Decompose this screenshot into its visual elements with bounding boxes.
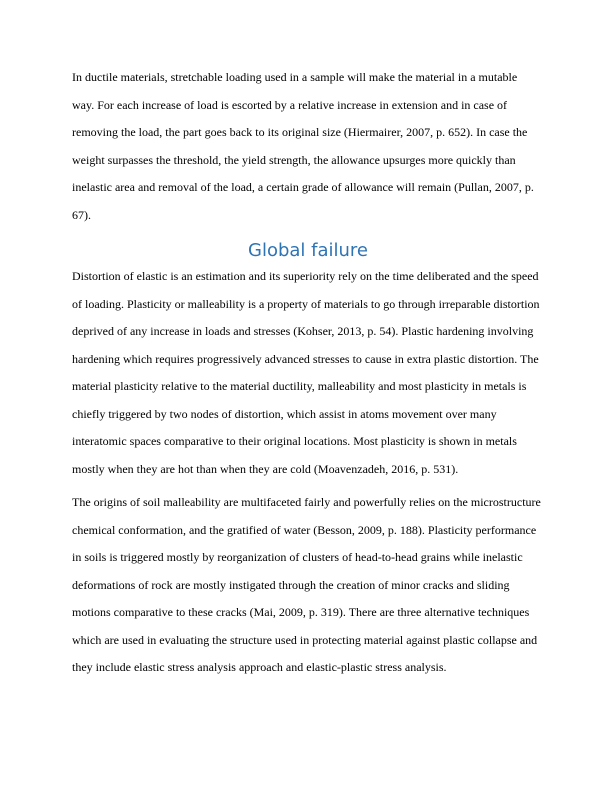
paragraph-soil-malleability: The origins of soil malleability are multifaceted fairly and powerfully relies on the microstructure chemical conformation, and the gratified of water (Besson, 2009, p. 188). Plasticity performance in soils is triggered mostly by reorganization of clusters of head-to-head grains while inelastic deformations of rock are mostly instigated through the creation of minor cracks and sliding motions comparative to these cracks (Mai, 2009, p. 319). There are three alternative techniques which are used in evaluating the structure used in protecting material against plastic collapse and they include elastic stress analysis approach and elastic-plastic stress analysis. (72, 495, 541, 674)
paragraph-elastic-distortion: Distortion of elastic is an estimation and its superiority rely on the time deliberated and the speed of loading. Plasticity or malleability is a property of materials to go through irreparable distortion deprived of any increase in loads and stresses (Kohser, 2013, p. 54). Plastic hardening involving hardening which requires progressively advanced stresses to cause in extra plastic distortion. The material plasticity relative to the material ductility, malleability and most plasticity in metals is chiefly triggered by two nodes of distortion, which assist in atoms movement over many interatomic spaces comparative to their original locations. Most plasticity is shown in metals mostly when they are hot than when they are cold (Moavenzadeh, 2016, p. 531). (72, 269, 540, 476)
document-body (72, 64, 542, 682)
paragraph-ductile-materials: In ductile materials, stretchable loading used in a sample will make the material in a mutable way. For each increase of load is escorted by a relative increase in extension and in case of removing the load, the part goes back to its original size (Hiermairer, 2007, p. 652). In case the weight surpasses the threshold, the yield strength, the allowance upsurges more quickly than inelastic area and removal of the load, a certain grade of allowance will remain (Pullan, 2007, p. 67). (72, 70, 534, 222)
section-heading-global-failure: Global failure (248, 240, 368, 261)
